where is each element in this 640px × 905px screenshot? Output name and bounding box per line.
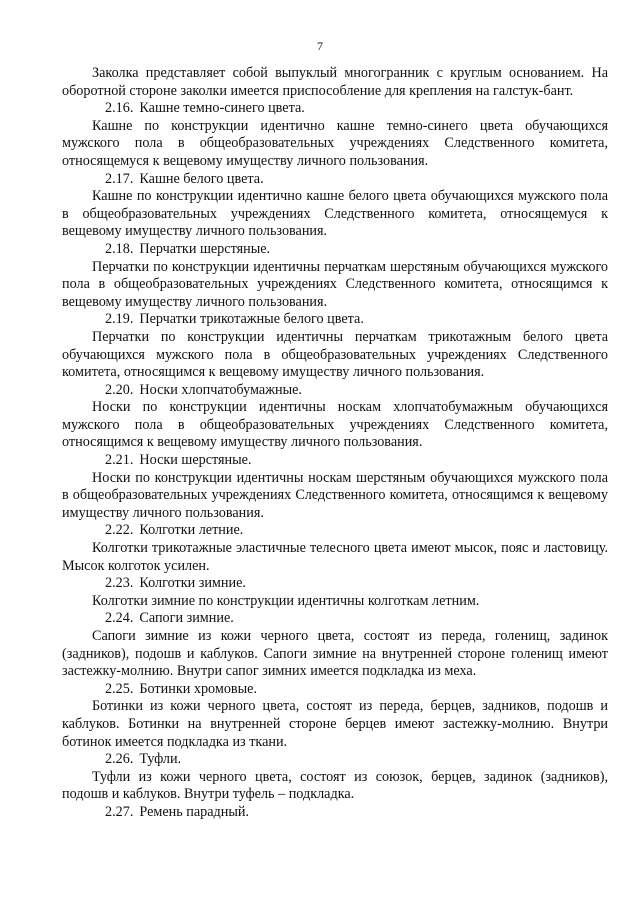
document-body	[62, 65, 608, 822]
section-title: Колготки летние.	[139, 522, 244, 539]
section-number: 2.20.	[105, 381, 134, 398]
section-number: 2.19.	[105, 311, 134, 328]
section-number: 2.26.	[105, 751, 134, 768]
body-paragraph: Носки по конструкции идентичны носкам хлопчатобумажным обучающихся мужского пола в общеобразовательных учреждениях Следственного комитета, относящимся к вещевому имуществу личного пользования.	[62, 399, 608, 451]
section-heading	[62, 804, 608, 822]
section-number: 2.24.	[105, 610, 134, 627]
section-heading	[62, 681, 608, 699]
body-paragraph: Сапоги зимние из кожи черного цвета, состоят из переда, голенищ, задинок (задников), подошв и каблуков. Сапоги зимние на внутренней стороне голенищ имеют застежку-молнию. Внутри сапог зимних имеется подкладка из меха.	[62, 628, 608, 680]
page-number: 7	[317, 39, 323, 53]
body-paragraph: Кашне по конструкции идентично кашне темно-синего цвета обучающихся мужского пола в общеобразовательных учреждениях Следственного комитета, относящемуся к вещевому имуществу личного пользования.	[62, 117, 608, 169]
section-number: 2.23.	[105, 575, 134, 592]
body-paragraph: Колготки трикотажные эластичные телесного цвета имеют мысок, пояс и ластовицу. Мысок колготок усилен.	[62, 540, 608, 574]
section-number: 2.18.	[105, 240, 134, 257]
section-title: Ботинки хромовые.	[139, 680, 258, 697]
body-paragraph: Носки по конструкции идентичны носкам шерстяным обучающихся мужского пола в общеобразовательных учреждениях Следственного комитета, относящимся к вещевому имуществу личного пользования.	[62, 469, 608, 521]
section-title: Носки шерстяные.	[139, 452, 252, 469]
section-heading	[62, 382, 608, 400]
section-title: Перчатки шерстяные.	[139, 240, 271, 257]
section-number: 2.27.	[105, 803, 134, 820]
section-number: 2.25.	[105, 680, 134, 697]
section-title: Кашне белого цвета.	[139, 170, 264, 187]
section-title: Сапоги зимние.	[139, 610, 234, 627]
section-title: Кашне темно-синего цвета.	[139, 100, 305, 117]
body-paragraph: Заколка представляет собой выпуклый многогранник с круглым основанием. На оборотной стороне заколки имеется приспособление для крепления на галстук-бант.	[62, 65, 608, 99]
section-title: Туфли.	[139, 751, 182, 768]
section-heading	[62, 171, 608, 189]
body-paragraph: Кашне по конструкции идентично кашне белого цвета обучающихся мужского пола в общеобразовательных учреждениях Следственного комитета, относящемуся к вещевому имуществу личного пользования.	[62, 188, 608, 240]
section-number: 2.22.	[105, 522, 134, 539]
section-number: 2.21.	[105, 452, 134, 469]
body-paragraph: Туфли из кожи черного цвета, состоят из союзок, берцев, задинок (задников), подошв и каблуков. Внутри туфель – подкладка.	[62, 768, 608, 803]
section-title: Колготки зимние.	[139, 575, 246, 592]
section-heading	[62, 610, 608, 628]
section-heading	[62, 751, 608, 769]
section-title: Ремень парадный.	[139, 803, 250, 820]
section-title: Перчатки трикотажные белого цвета.	[139, 311, 364, 328]
body-paragraph: Перчатки по конструкции идентичны перчаткам трикотажным белого цвета обучающихся мужского пола в общеобразовательных учреждениях Следственного комитета, относящимся к вещевому имуществу личного пользования.	[62, 328, 608, 381]
body-paragraph: Ботинки из кожи черного цвета, состоят из переда, берцев, задников, подошв и каблуков. Ботинки на внутренней стороне берцев имеют застежку-молнию. Внутри ботинок имеется подкладка из ткани.	[62, 698, 608, 750]
section-number: 2.16.	[105, 100, 134, 117]
body-paragraph: Колготки зимние по конструкции идентичны колготкам летним.	[92, 592, 480, 609]
section-heading	[62, 452, 608, 470]
section-title: Носки хлопчатобумажные.	[139, 381, 302, 398]
section-heading	[62, 575, 608, 593]
body-paragraph: Перчатки по конструкции идентичны перчаткам шерстяным обучающихся мужского пола в общеобразовательных учреждениях Следственного комитета, относящимся к вещевому имуществу личного пользования.	[62, 258, 608, 310]
section-heading	[62, 522, 608, 540]
section-number: 2.17.	[105, 170, 134, 187]
section-heading	[62, 241, 608, 259]
section-heading	[62, 100, 608, 118]
section-heading	[62, 311, 608, 329]
